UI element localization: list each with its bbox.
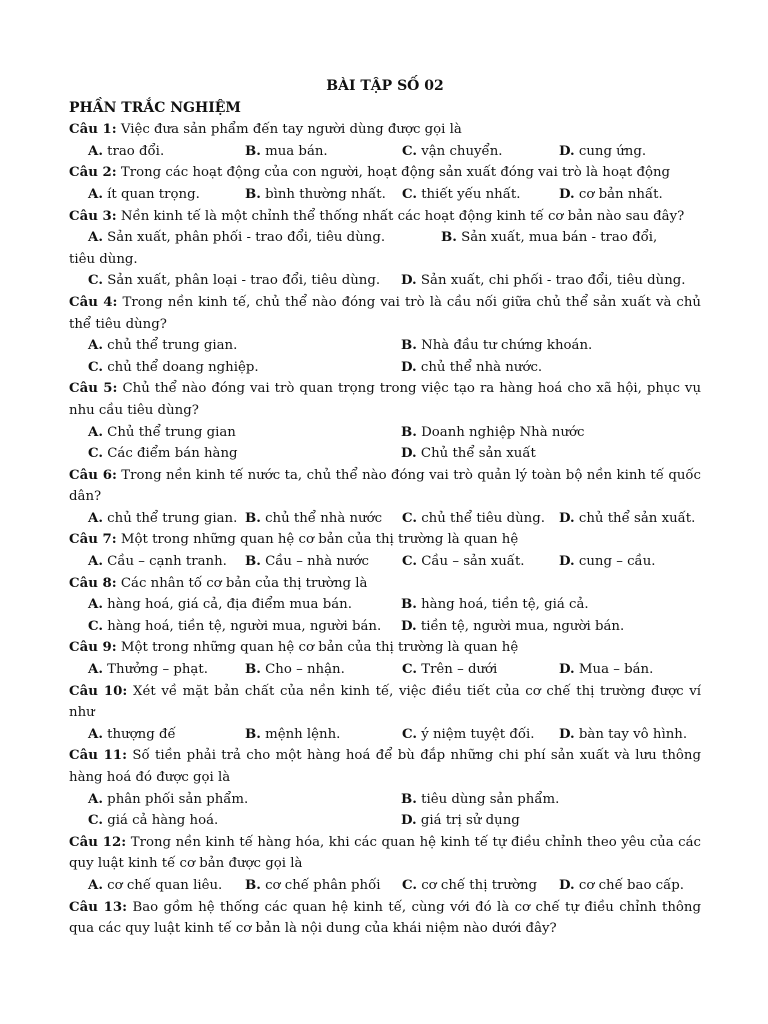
option-a[interactable]: A. chủ thể trung gian. [88, 338, 238, 354]
option-d[interactable]: D. cơ bản nhất. [559, 186, 663, 202]
question-9 [69, 637, 701, 659]
options-row [69, 227, 701, 249]
question-13 [69, 897, 701, 940]
question-4 [69, 292, 701, 335]
question-6 [69, 465, 701, 508]
option-a[interactable]: A. chủ thể trung gian. [88, 510, 238, 526]
options-row [69, 616, 701, 638]
question-number: Câu 5: [69, 381, 118, 397]
option-b[interactable]: B. hàng hoá, tiền tệ, giá cả. [401, 597, 589, 613]
option-c[interactable]: C. thiết yếu nhất. [402, 186, 521, 202]
question-12 [69, 832, 701, 875]
question-text: Trong nền kinh tế nước ta, chủ thể nào đóng vai trò quản lý toàn bộ nền kinh tế quốc dân? [69, 467, 701, 505]
option-d[interactable]: D. Chủ thể sản xuất [401, 446, 536, 462]
option-c[interactable]: C. Các điểm bán hàng [88, 446, 238, 462]
option-a[interactable]: A. Sản xuất, phân phối - trao đổi, tiêu dùng. [88, 230, 386, 246]
options-row [69, 724, 701, 746]
question-number: Câu 10: [69, 683, 128, 699]
question-text: Trong nền kinh tế hàng hóa, khi các quan hệ kinh tế tự điều chỉnh theo yêu của các quy luật kinh tế cơ bản được gọi là [69, 834, 701, 872]
option-c[interactable]: C. hàng hoá, tiền tệ, người mua, người bán. [88, 618, 382, 634]
option-b[interactable]: B. Nhà đầu tư chứng khoán. [401, 338, 593, 354]
question-text: Xét về mặt bản chất của nền kinh tế, việc điều tiết của cơ chế thị trường được ví như [69, 683, 701, 721]
question-text: Trong nền kinh tế, chủ thể nào đóng vai trò là cầu nối giữa chủ thể sản xuất và chủ thể tiêu dùng? [69, 294, 701, 332]
doc-title: BÀI TẬP SỐ 02 [326, 78, 444, 94]
question-number: Câu 3: [69, 208, 117, 224]
option-c[interactable]: C. cơ chế thị trường [402, 877, 538, 893]
question-text: Một trong những quan hệ cơ bản của thị trường là quan hệ [116, 640, 519, 656]
option-d[interactable]: D. Mua – bán. [559, 662, 654, 678]
option-b[interactable]: B. mệnh lệnh. [245, 726, 341, 742]
option-d[interactable]: D. Sản xuất, chi phối - trao đổi, tiêu dùng. [401, 273, 686, 289]
document-page [69, 76, 701, 940]
option-b[interactable]: B. cơ chế phân phối [245, 877, 381, 893]
question-number: Câu 1: [69, 122, 117, 138]
question-number: Câu 4: [69, 294, 118, 310]
question-number: Câu 11: [69, 748, 128, 764]
option-c[interactable]: C. vận chuyển. [402, 143, 503, 159]
question-text: Các nhân tố cơ bản của thị trường là [116, 575, 368, 591]
options-row [69, 357, 701, 379]
option-a[interactable]: A. Thưởng – phạt. [88, 662, 208, 678]
question-number: Câu 8: [69, 575, 117, 591]
option-d[interactable]: D. chủ thể sản xuất. [559, 510, 696, 526]
option-a[interactable]: A. phân phối sản phẩm. [88, 791, 249, 807]
option-b[interactable]: B. mua bán. [245, 143, 328, 159]
option-c[interactable]: C. chủ thể tiêu dùng. [402, 510, 545, 526]
option-c[interactable]: C. giá cả hàng hoá. [88, 813, 219, 829]
option-b[interactable]: B. Doanh nghiệp Nhà nước [401, 424, 585, 440]
option-a[interactable]: A. thượng đế [88, 726, 176, 742]
question-number: Câu 13: [69, 899, 128, 915]
option-a[interactable]: A. Chủ thể trung gian [88, 424, 236, 440]
question-text: Bao gồm hệ thống các quan hệ kinh tế, cùng với đó là cơ chế tự điều chỉnh thông qua các quy luật kinh tế cơ bản là nội dung của khái niệm nào dưới đây? [69, 899, 701, 937]
options-row [69, 659, 701, 681]
question-8 [69, 573, 701, 595]
question-2 [69, 162, 701, 184]
question-number: Câu 7: [69, 532, 117, 548]
question-3 [69, 206, 701, 228]
question-text: Việc đưa sản phẩm đến tay người dùng được gọi là [116, 122, 462, 138]
options-row [69, 141, 701, 163]
options-row [69, 508, 701, 530]
question-5 [69, 378, 701, 421]
question-11 [69, 745, 701, 788]
option-d[interactable]: D. tiền tệ, người mua, người bán. [401, 618, 625, 634]
option-b[interactable]: B. tiêu dùng sản phẩm. [401, 791, 560, 807]
question-number: Câu 9: [69, 640, 117, 656]
option-b[interactable]: B. chủ thể nhà nước [245, 510, 383, 526]
option-d[interactable]: D. giá trị sử dụng [401, 813, 520, 829]
option-d[interactable]: D. cung ứng. [559, 143, 647, 159]
option-d[interactable]: D. cung – cầu. [559, 554, 656, 570]
option-b[interactable]: B. Sản xuất, mua bán - trao đổi, [441, 230, 658, 246]
question-1 [69, 119, 701, 141]
option-d[interactable]: D. chủ thể nhà nước. [401, 359, 543, 375]
question-7 [69, 529, 701, 551]
options-row [69, 551, 701, 573]
section-heading: PHẦN TRẮC NGHIỆM [69, 99, 241, 116]
options-row [69, 810, 701, 832]
option-d[interactable]: D. bàn tay vô hình. [559, 726, 688, 742]
option-c[interactable]: C. ý niệm tuyệt đối. [402, 726, 535, 742]
option-a[interactable]: A. ít quan trọng. [88, 186, 200, 202]
question-number: Câu 2: [69, 165, 117, 181]
option-b[interactable]: B. bình thường nhất. [245, 186, 386, 202]
options-row [69, 184, 701, 206]
option-c[interactable]: C. chủ thể doang nghiệp. [88, 359, 259, 375]
option-b[interactable]: B. Cho – nhận. [245, 662, 345, 678]
question-text: Số tiền phải trả cho một hàng hoá để bù đắp những chi phí sản xuất và lưu thông hàng hoá đó được gọi là [69, 748, 701, 785]
option-a[interactable]: A. trao đổi. [88, 143, 165, 159]
option-a[interactable]: A. Cầu – cạnh tranh. [88, 554, 227, 570]
option-b[interactable]: B. Cầu – nhà nước [245, 554, 369, 570]
option-a[interactable]: A. hàng hoá, giá cả, địa điểm mua bán. [88, 597, 352, 613]
option-a[interactable]: A. cơ chế quan liêu. [88, 877, 223, 893]
option-c[interactable]: C. Cầu – sản xuất. [402, 554, 525, 570]
options-row [69, 875, 701, 897]
question-text: Một trong những quan hệ cơ bản của thị trường là quan hệ [116, 532, 519, 548]
options-row [69, 789, 701, 811]
question-text: Trong các hoạt động của con người, hoạt động sản xuất đóng vai trò là hoạt động [116, 165, 671, 181]
option-c[interactable]: C. Sản xuất, phân loại - trao đổi, tiêu dùng. [88, 273, 381, 289]
option-b-continued: tiêu dùng. [69, 251, 138, 267]
question-10 [69, 681, 701, 724]
options-row [69, 443, 701, 465]
question-text: Chủ thể nào đóng vai trò quan trọng trong việc tạo ra hàng hoá cho xã hội, phục vụ nhu cầu tiêu dùng? [69, 381, 702, 418]
question-number: Câu 12: [69, 834, 127, 850]
option-d[interactable]: D. cơ chế bao cấp. [559, 877, 685, 893]
question-number: Câu 6: [69, 467, 117, 483]
question-text: Nền kinh tế là một chỉnh thể thống nhất các hoạt động kinh tế cơ bản nào sau đây? [116, 208, 685, 224]
options-row [69, 335, 701, 357]
options-row [69, 270, 701, 292]
options-row [69, 422, 701, 444]
option-c[interactable]: C. Trên – dưới [402, 662, 498, 678]
options-row [69, 594, 701, 616]
